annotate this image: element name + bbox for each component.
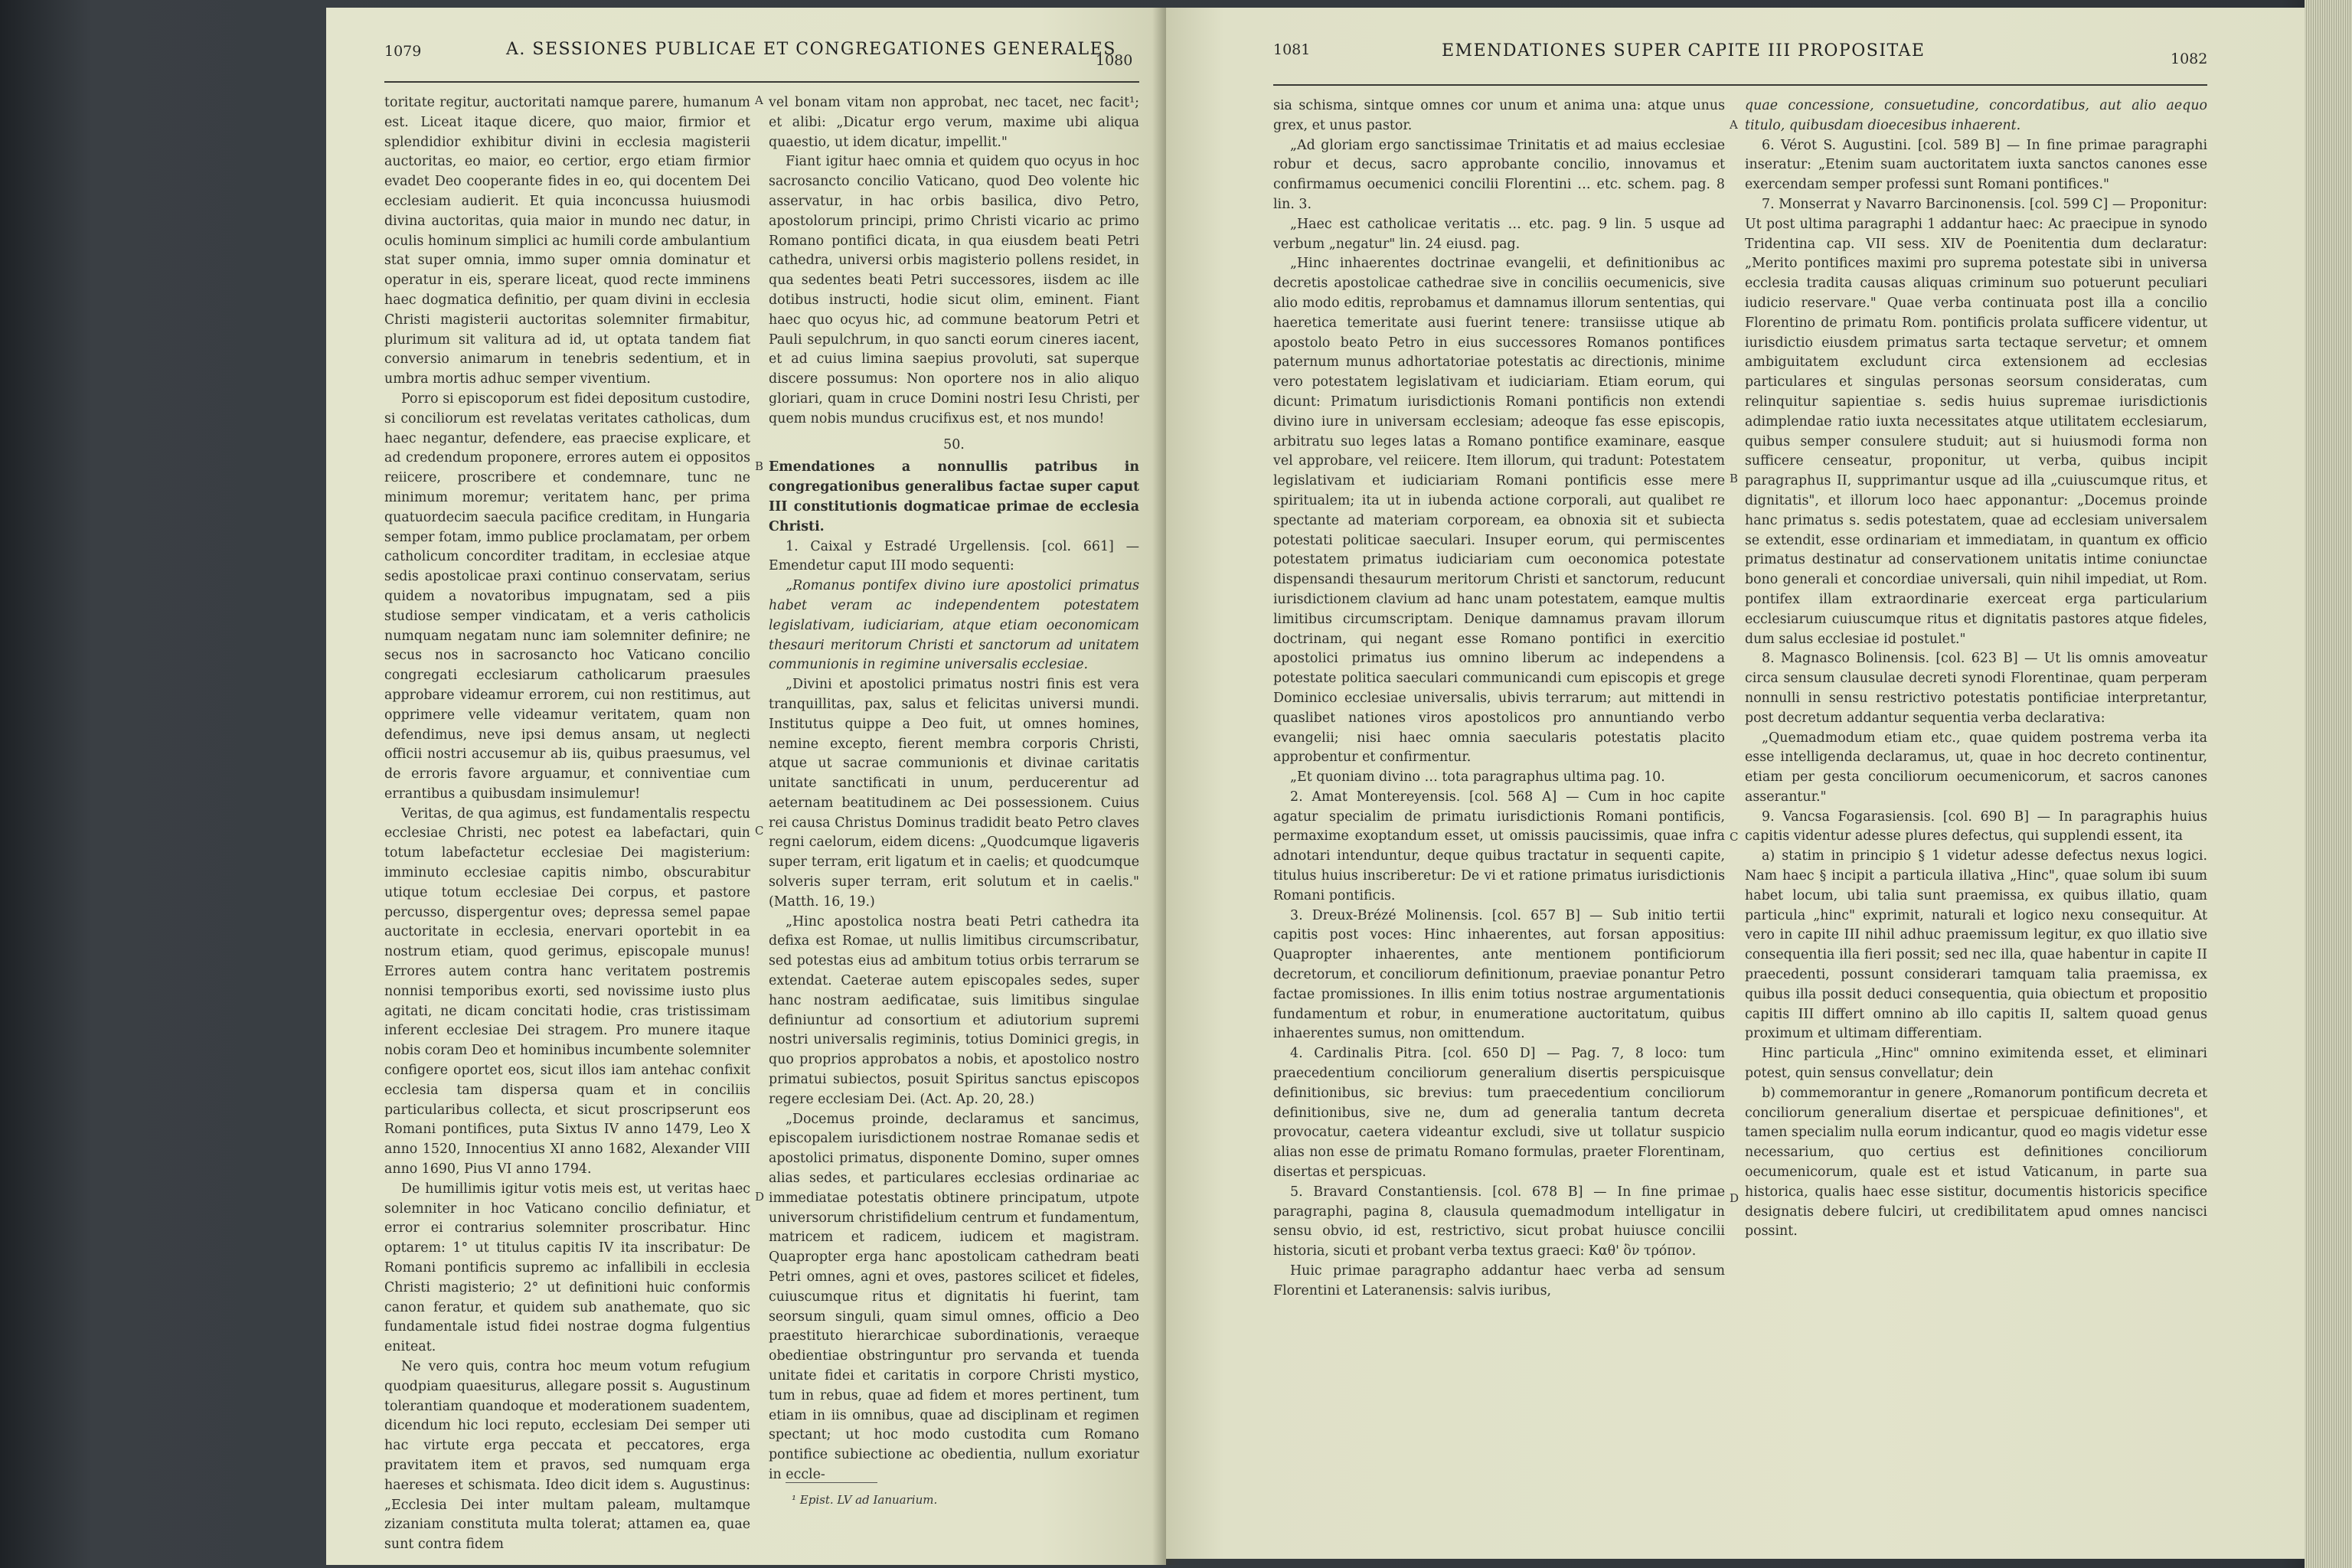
paragraph: Ne vero quis, contra hoc meum votum refugium quodpiam quaesiturus, allegare possit s. Augustinum tolerantiam quandoque et moderationem suadentem, dicendum hic loci reputo, ecclesiam Dei semper uti hac virtute erga peccata et peccatores, erga pravitatem item et pravos, sed numquam erga haereses et schismata. Ideo dicit idem s. Augustinus: „Ecclesia Dei inter multam paleam, multamque zizaniam constituta multa tolerat; attamen ea, quae sunt contra fidem — [384, 1359, 750, 1553]
left-page — [326, 8, 1166, 1565]
paragraph: b) commemorantur in genere „Romanorum pontificum decreta et conciliorum generalium disertae et perspicuae definitiones", et tamen specialim nulla eorum indicantur, quod eo magis videtur esse necessarium, quo certius est definitiones conciliorum oecumenicorum, quale est et istud Vaticanum, in parte sua historica, qualis haec esse sistitur, documentis historicis specifice designatis debere fulciri, ut credibilitatem apud omnes nanciscі possint. — [1745, 1085, 2207, 1240]
margin-marker-c: C — [1730, 830, 1739, 844]
paragraph: 1. Caixal y Estradé Urgellensis. [col. 661] — Emendetur caput III modo sequenti: — [769, 538, 1139, 574]
footnote-rule — [786, 1482, 877, 1483]
left-col-1 — [384, 93, 750, 1553]
footnote: ¹ Epist. LV ad Ianuarium. — [792, 1493, 938, 1507]
paragraph: „Quemadmodum etiam etc., quae quidem postrema verba ita esse intelligenda declaramus, ut, quae in hoc decreto continentur, etiam per gesta conciliorum oecumenicorum, et sacros canones asserantur." — [1745, 730, 2207, 805]
section-number: 50. — [943, 436, 965, 452]
page-edges — [2305, 0, 2352, 1568]
margin-marker-b: B — [755, 459, 764, 473]
left-running-title: A. SESSIONES PUBLICAE ET CONGREGATIONES GENERALES — [506, 40, 1116, 59]
paragraph: Fiant igitur haec omnia et quidem quo ocyus in hoc sacrosancto concilio Vaticano, quod Deo volente hic asservatur, in hac orbis basilica, divo Petro, apostolorum principi, primo Christi vicario ac primo Romano pontifici dicata, in qua eiusdem beati Petri cathedra, universi orbis magisterio pollens residet, in qua sedentes beati Petri successores, iisdem ac ille dotibus instructi, hodie sicut olim, eminent. Fiant haec quo ocyus hic, ad commune beatorum Petri et Pauli sepulchrum, in quo sancti eorum cineres iacent, et ad cuius limina saepius provoluti, sat superque discere possumus: Non oportere nos in alio aliquo gloriari, quam in cruce Domini nostri Iesu Christi, per quem nobis mundus crucifixus est, et nos mundo! — [769, 154, 1139, 426]
margin-marker-a: A — [1730, 118, 1738, 132]
paragraph: Hinc particula „Hinc" omnino eximitenda esset, et eliminari potest, quin sensus convellatur; dein — [1745, 1046, 2207, 1082]
paragraph: „Hinc apostolica nostra beati Petri cathedra ita defixa est Romae, ut nullis limitibus circumscribatur, sed potestas eius ad ambitum totius orbis terrarum se extendat. Caeterae autem episcopales sedes, super hanc nostram aedificatae, suis limitibus singulae definiuntur ad consortium et adiutorium supremi nostri universalis regiminis, totius Dominici gregis, in quo proprios approbatos a nobis, et apostolico nostro primatui subiectos, posuit Spiritus sanctus episcopos regere ecclesiam Dei. (Act. Ap. 20, 28.) — [769, 913, 1139, 1107]
paragraph: „Ad gloriam ergo sanctissimae Trinitatis et ad maius ecclesiae robur et decus, sacro approbante concilio, innovamus et confirmamus oecumenici concilii Florentini … etc. schem. pag. 8 lin. 3. — [1273, 137, 1725, 212]
paragraph: 6. Vérot S. Augustini. [col. 589 B] — In fine primae paragraphi inseratur: „Etenim suam auctoritatem iuxta sanctos canones esse exercendam semper professi sunt Romani pontifices." — [1745, 137, 2207, 193]
paragraph: 5. Bravard Constantiensis. [col. 678 B] — In fine primae paragraphi, pagina 8, clausula quemadmodum intelligatur in sensu obvio, id est, restrictivo, sicut probat huiusce concilii historia, sicuti et probant verba textus graeci: Καθ' ὃν τρόπον. — [1273, 1184, 1725, 1259]
paragraph: „Et quoniam divino … tota paragraphus ultima pag. 10. — [1290, 769, 1665, 786]
page-number-1079: 1079 — [384, 43, 422, 60]
paragraph: sia schisma, sintque omnes cor unum et anima una: atque unus grex, et unus pastor. — [1273, 98, 1725, 133]
paragraph: a) statim in principio § 1 videtur adesse defectus nexus logici. Nam haec § incipit a particula illativa „Hinc", quae solum ibi suum habet locum, ubi talia sunt praemissa, ex quibus illatio, quam particula „hinc" exprimit, naturali et logico nexu consequitur. At vero in capite III nihil adhuc praemissum legitur, ex quo illatio sive consequentia illa fieri possit; sed nec illa, quae habentur in capite II praecedenti, possunt considerari tamquam talia praemissa, ex quibus illa possit deduci consequentia, quia obiectum et propositio capitis III differt omnino ab illo capitis II, saltem quoad genus proximum et ultimam differentiam. — [1745, 848, 2207, 1042]
paragraph: „Docemus proinde, declaramus et sancimus, episcopalem iurisdictionem nostrae Romanae sedis et apostolici primatus, disponente Domino, super omnes alias sedes, et particulares ecclesias ordinariae ac immediatae potestatis obtinere principatum, utpote universorum christifidelium centrum et fundamentum, matricem et radicem, iudicem et magistram. Quapropter erga hanc apostolicam cathedram beati Petri omnes, agni et oves, pastores scilicet et fideles, cuiuscumque ritus et dignitatis hi fuerint, tam seorsum singuli, quam simul omnes, officio a Deo praestituto hierarchicae subordinationis, veraeque obedientiae obstringuntur pro servanda et tuenda unitate fidei et caritatis in corpore Christi mystico, tum in rebus, quae ad fidem et mores pertinent, tum etiam in iis omnibus, quae ad disciplinam et regimen spectant; ut hoc modo custodita cum Romano pontifice subiectione ac obedientia, nullum exoriatur in eccle- — [769, 1111, 1139, 1482]
right-running-head — [1166, 38, 2318, 77]
paragraph: 8. Magnasco Bolinensis. [col. 623 B] — Ut lis omnis amoveatur circa sensum clausulae decreti synodi Florentinae, quam perperam nonnulli in sensu restrictivo potestatis pontificiae interpretantur, post decretum addantur sequentia verba declarativa: — [1745, 651, 2207, 726]
page-number-1082: 1082 — [2171, 51, 2208, 67]
right-page — [1166, 8, 2318, 1559]
paragraph: De humillimis igitur votis meis est, ut veritas haec solemniter in hoc Vaticano concilio definiatur, et error ei contrarius solemniter proscribatur. Hinc optarem: 1° ut titulus capitis IV ita inscribatur: De Romani pontificis supremo ac infallibili in ecclesia Christi magisterio; 2° ut definitioni huic conformis canon feratur, et quidem sub anathemate, quo sic fundamentale istud fidei nostrae dogma fulgentius eniteat. — [384, 1181, 750, 1355]
paragraph: toritate regitur, auctoritati namque parere, humanum est. Liceat itaque dicere, quo maior, firmior et splendidior exhibitur divini in ecclesia magisterii auctoritas, eo maior, eo certior, ergo etiam firmior evadet Deo cooperante fides in eo, qui docentem Dei ecclesiam audierit. Et quia inconcussa huiusmodi divina auctoritas, quia maior in mundo nec datur, in oculis hominum simplici ac humili corde ambulantium stat super omnia, immo super omnia dominatur et operatur in eis, sperare liceat, quod recte imminens haec dogmatica definitio, per quam divini in ecclesia Christi magisterii auctoritas solemniter firmabitur, plurimum sit valitura ad id, ut optata tandem fiat conversio animarum in tenebris sedentium, et in umbra mortis adhuc semper viventium. — [384, 95, 750, 387]
header-rule — [1273, 84, 2207, 86]
paragraph: Huic primae paragrapho addantur haec verba ad sensum Florentini et Lateranensis: salvis iuribus, — [1273, 1263, 1725, 1298]
right-col-1 — [1273, 96, 1725, 1533]
margin-marker-a: A — [755, 93, 763, 107]
paragraph: Porro si episcoporum est fidei depositum custodire, si conciliorum est revelatas veritates catholicas, dum haec negantur, defendere, eas praecise explicare, et ad credendum proponere, errores autem ei oppositos reiicere, proscribere et condemnare, tunc ne minimum moremur; veritatem hanc, per prima quatuordecim saecula pacifice creditam, in Hungaria semper fotam, immo publice proclamatam, per orbem catholicum concorditer traditam, in ecclesiae atque sedis apostolicae praxi continuo conservatam, serius quidem a novatoribus impugnatam, sed a piis studiose semper vindicatam, et a veris catholicis numquam negatam nunc iam solemniter definire; ne secus nos in sacrosancto hoc Vaticano concilio congregati ecclesiarum catholicarum praesules approbare videamur errorem, cui non restitimus, aut opprimere velle videamur veritatem, quam non defendimus, neve ipsi demus ansam, ut neglecti officii nostri accusemur ab iis, quibus praesumus, vel de erroris favore arguamur, et conniventiae cum errantibus a quibusdam insimulemur! — [384, 390, 750, 802]
margin-marker-d: D — [1730, 1191, 1740, 1205]
paragraph: Veritas, de qua agimus, est fundamentalis respectu ecclesiae Christi, nec potest ea labefactari, quin totum labefactetur ecclesiae Dei magisterium: imminuto ecclesiae capitis nimbo, obscurabitur utique totum ecclesiae Dei corpus, et pastore percusso, dispergentur oves; depressa semel papae auctoritate in ecclesia, enervari oportebit in ea nostrum etiam, quod gerimus, episcopale munus! Errores autem contra hanc veritatem postremis nonnisi temporibus exorti, sed novissime iusto plus agitati, ne dicam concitati hodie, cras tristissimam inferent ecclesiae Dei stragem. Pro munere itaque nobis coram Deo et hominibus incumbente solemniter configere oportet eos, sicut illos iam antehac confixit ecclesia tam dispersa quam et in conciliis particularibus collecta, et sicut proscripserunt eos Romani pontifices, puta Sixtus IV anno 1479, Leo X anno 1520, Innocentius XI anno 1682, Alexander VIII anno 1690, Pius VI anno 1794. — [384, 805, 750, 1178]
page-number-1080: 1080 — [1096, 52, 1133, 69]
page-number-1081: 1081 — [1273, 41, 1311, 58]
left-running-head — [326, 38, 1166, 77]
paragraph: 2. Amat Montereyensis. [col. 568 A] — Cum in hoc capite agatur specialim de primatu iurisdictionis Romani pontificis, permaxime exoptandum esset, ut omissis paucissimis, quae infra adnotari intenduntur, deque quibus tractatur in sequenti capite, titulus huius inscriberetur: De vi et ratione primatus iurisdictionis Romani pontificis. — [1273, 789, 1725, 903]
paragraph: 9. Vancsa Fogarasiensis. [col. 690 B] — In paragraphis huius capitis videntur adesse plures defectus, qui supplendi essent, ita — [1745, 808, 2207, 844]
left-col-2 — [769, 93, 1139, 1539]
section-heading: Emendationes a nonnullis patribus in congregationibus generalibus factae super caput III constitutionis dogmaticae primae de ecclesia Christi. — [769, 459, 1139, 534]
paragraph: 7. Monserrat y Navarro Barcinonensis. [col. 599 C] — Proponitur: Ut post ultima paragraphi 1 addantur haec: Ac praecipue in synodo Tridentina cap. VII sess. XIV de Poenitentia dum declaratur: „Merito pontifices maximi pro suprema potestate sibi in universa ecclesia tradita causas aliquas criminum suo potuerunt peculiari iudicio reservare." Quae verba continuata post illa a concilio Florentino de primatu Rom. pontificis prolata sufficere videntur, ut iurisdictio eiusdem primatus sarta tectaque servetur; et omnem ambiguitatem excludunt circa extensionem ad ecclesias particulares et singulas personas seorsum consideratas, cum relinquitur sapientiae s. sedis huius supremae iurisdictionis adimplendae ratio iuxta necessitates atque utilitatem ecclesiarum, quibus semper consulere studuit; aut si huiusmodi forma non sufficere censeatur, proponitur, ut verba, quibus incipit paragraphus II, supprimantur usque ad illa „cuiuscumque ritus, et dignitatis", et illorum loco haec apponantur: „Docemus proinde hanc primatus s. sedis potestatem, quae ad ecclesiam universalem se extendit, esse ordinariam et immediatam, in quantum ex officio primatus destinatur ad conservationem unitatis intime coniunctae bono generali et concordiae universali, quin nihil impediat, ut Rom. pontifex illam extraordinarie exerceat erga particularium ecclesiarum cuiuscumque ritus et dignitatis pastores atque fideles, dum salus ecclesiae id postulet." — [1745, 196, 2207, 647]
right-col-2 — [1745, 96, 2207, 1533]
paragraph: 4. Cardinalis Pitra. [col. 650 D] — Pag. 7, 8 loco: tum praecedentium conciliorum generalium disertis perspicuisque definitionibus, sic brevius: tum praecedentium conciliorum definitionibus, sive ne, dum ad generalia tantum decreta provocatur, caetera videantur excludi, sive ut tollatur suspicio alias non esse de primatu Romano formulas, praeter Florentinam, disertas et perspicuas. — [1273, 1046, 1725, 1181]
margin-marker-b: B — [1730, 472, 1739, 485]
header-rule — [384, 81, 1139, 83]
paragraph: quae concessione, consuetudine, concordatibus, aut alio aequo titulo, quibusdam dioecesibus inhaerent. — [1745, 98, 2207, 133]
right-running-title: EMENDATIONES SUPER CAPITE III PROPOSITAE — [1442, 41, 1926, 60]
paragraph: „Divini et apostolici primatus nostri finis est vera tranquillitas, pax, salus et felicitas universi mundi. Institutus quippe a Deo fuit, ut omnes homines, nemine excepto, fierent membra corporis Christi, atque ut sacrae communionis et divinae caritatis unitate sanctificati in unum, perducerentur ad aeternam beatitudinem ac Dei possessionem. Cuius rei causa Christus Dominus tradidit beato Petro claves regni caelorum, eidem dicens: „Quodcumque ligaveris super terram, erit ligatum et in caelis; et quodcumque solveris super terram, erit solutum et in caelis." (Matth. 16, 19.) — [769, 677, 1139, 910]
margin-marker-c: C — [755, 824, 764, 838]
paragraph: 3. Dreux-Brézé Molinensis. [col. 657 B] — Sub initio tertii capitis post voces: Hinc inhaerentes, aut forsan appositius: Quapropter inhaerentes, ante mentionem pontificiorum decretorum, et conciliorum definitionum, praeviae ponantur Petro factae promissiones. In illis enim totius nostrae argumentationis fundamentum et robur, in enumeratione auctoritatum, quibus inhaerentes sumus, non omittendum. — [1273, 907, 1725, 1042]
paragraph: „Haec est catholicae veritatis … etc. pag. 9 lin. 5 usque ad verbum „negatur" lin. 24 eiusd. pag. — [1273, 216, 1725, 252]
margin-marker-d: D — [755, 1190, 765, 1204]
paragraph: vel bonam vitam non approbat, nec tacet, nec facit¹; et alibi: „Dicatur ergo verum, maxime ubi aliqua quaestio, ut idem dicatur, impellit." — [769, 95, 1139, 150]
paragraph: „Hinc inhaerentes doctrinae evangelii, et definitionibus ac decretis apostolicae cathedrae sive in conciliis oecumenicis, sive alio modo editis, reprobamus et damnamus illorum sententias, qui haeretica temeritate ausi fuerint tenere: transiisse utique ab apostolo beato Petro in eius successores Romanos pontifices paternum munus adhortatoriae potestatis ac directionis, minime vero potestatem legislativam et iudiciariam. Etiam eorum, qui dicunt: Primatum iurisdictionis Romani pontificis non extendi divino iure in universam ecclesiam; adeoque fas esse episcopis, arbitratu suo leges latas a Romano pontifice examinare, easque vel approbare, vel reiicere. Item illorum, qui tradunt: Potestatem legislativam et iudiciariam Romani pontificis esse mere spiritualem; ita ut in iubenda actione corporali, aut qualibet re spectante ad materiam corpoream, ea obnoxia sit et subiecta potestati politicae saeculari. Insuper eorum, qui permiscentes potestatem primatus iudiciariam cum oeconomica potestate dispensandi thesaurum meritorum Christi et sanctorum, reducunt iurisdictionem clavium ad hanc unam potestatem, eamque multis limitibus circumscriptam. Denique damnamus pravam illorum doctrinam, qui negant esse Romano pontifici in exercitio apostolici primatus ius omnino liberum ac independens a potestate politica saeculari communicandi cum episcopis et grege Dominico ecclesiae universalis, ubivis terrarum; aut mittendi in quaslibet nationes viros apostolicos pro annuntiando verbo evangelii; nisi haec omnia saecularis potestatis placito approbentur et confirmentur. — [1273, 256, 1725, 766]
paragraph: „Romanus pontifex divino iure apostolici primatus habet veram ac independentem potestatem legislativam, iudiciariam, atque etiam oeconomicam thesauri meritorum Christi et sanctorum ad unitatem communionis in regimine universalis ecclesiae. — [769, 578, 1139, 673]
